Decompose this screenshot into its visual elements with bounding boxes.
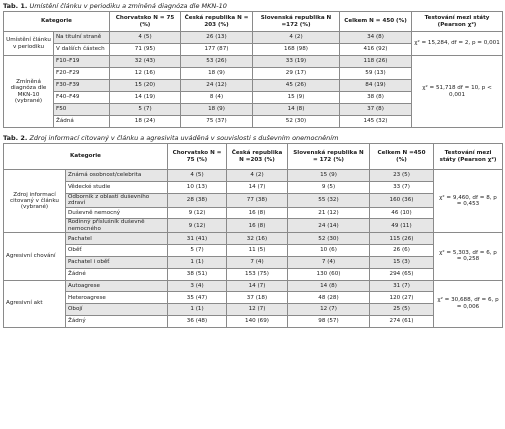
header-chorvatsko: Chorvatsko N = 75 (%) <box>110 12 181 32</box>
cell: 38 (51) <box>168 268 227 280</box>
cell: 3 (4) <box>168 280 227 292</box>
cell: 118 (26) <box>340 56 412 68</box>
header-slovenska: Slovenská republika N =172 (%) <box>253 12 340 32</box>
table-row <box>4 207 503 219</box>
cell: 75 (37) <box>181 116 253 128</box>
cell: 14 (8) <box>288 280 370 292</box>
cell: 98 (57) <box>288 315 370 327</box>
cell: 45 (26) <box>253 80 340 92</box>
table1 <box>3 11 503 128</box>
cell: 12 (7) <box>227 304 288 316</box>
cell: 26 (13) <box>181 32 253 44</box>
table1-caption-prefix: Tab. 1. <box>3 2 28 10</box>
subcategory: F30–F39 <box>54 80 110 92</box>
cell: 25 (5) <box>370 304 434 316</box>
cell: 153 (75) <box>227 268 288 280</box>
subcategory: Na titulní straně <box>54 32 110 44</box>
cell: 4 (2) <box>253 32 340 44</box>
subcategory: Známá osobnost/celebrita <box>66 170 168 182</box>
table-row <box>4 268 503 280</box>
subcategory: Odborník z oblasti duševního zdraví <box>66 193 168 207</box>
cell: 177 (87) <box>181 44 253 56</box>
cell: 28 (38) <box>168 193 227 207</box>
table1-header-row <box>4 12 503 32</box>
cell: 5 (7) <box>110 104 181 116</box>
table2-caption-title: Zdroj informací citovaný v článku a agresivita uváděná v souvislosti s duševním onemocněním <box>29 134 339 142</box>
header-kategorie: Kategorie <box>4 144 168 170</box>
cell: 130 (60) <box>288 268 370 280</box>
cell: 59 (13) <box>340 68 412 80</box>
subcategory: Vědecké studie <box>66 181 168 193</box>
cell: 24 (12) <box>181 80 253 92</box>
table-row <box>4 219 503 233</box>
cell: 4 (2) <box>227 170 288 182</box>
test-result: χ² = 5,303, df = 6, p = 0,258 <box>434 233 503 280</box>
category-label: Agresivní akt <box>4 280 66 327</box>
cell: 12 (7) <box>288 304 370 316</box>
subcategory: F50 <box>54 104 110 116</box>
table2 <box>3 143 503 328</box>
cell: 4 (5) <box>110 32 181 44</box>
cell: 5 (7) <box>168 245 227 257</box>
cell: 9 (12) <box>168 219 227 233</box>
cell: 4 (5) <box>168 170 227 182</box>
cell: 52 (30) <box>288 233 370 245</box>
subcategory: V dalších částech <box>54 44 110 56</box>
subcategory: Duševně nemocný <box>66 207 168 219</box>
cell: 31 (7) <box>370 280 434 292</box>
cell: 31 (41) <box>168 233 227 245</box>
test-result: χ² = 9,460, df = 8, p = 0,453 <box>434 170 503 233</box>
cell: 23 (5) <box>370 170 434 182</box>
cell: 55 (32) <box>288 193 370 207</box>
cell: 416 (92) <box>340 44 412 56</box>
subcategory: F20–F29 <box>54 68 110 80</box>
cell: 26 (6) <box>370 245 434 257</box>
header-celkem: Celkem N = 450 (%) <box>340 12 412 32</box>
table2-header-row <box>4 144 503 170</box>
cell: 10 (13) <box>168 181 227 193</box>
cell: 14 (8) <box>253 104 340 116</box>
test-result: χ² = 51,718 df = 10, p < 0,001 <box>412 56 503 128</box>
cell: 14 (19) <box>110 92 181 104</box>
cell: 33 (7) <box>370 181 434 193</box>
category-label: Umístění článku v periodiku <box>4 32 54 56</box>
cell: 11 (5) <box>227 245 288 257</box>
table1-caption <box>3 2 502 11</box>
cell: 145 (32) <box>340 116 412 128</box>
header-ceska: Česká republika N =203 (%) <box>227 144 288 170</box>
cell: 15 (9) <box>288 170 370 182</box>
cell: 1 (1) <box>168 304 227 316</box>
cell: 10 (6) <box>288 245 370 257</box>
table2-caption-prefix: Tab. 2. <box>3 134 28 142</box>
cell: 38 (8) <box>340 92 412 104</box>
test-result: χ² = 15,284, df = 2, p = 0,001 <box>412 32 503 56</box>
subcategory: Oběť <box>66 245 168 257</box>
cell: 160 (36) <box>370 193 434 207</box>
cell: 12 (16) <box>110 68 181 80</box>
table-row <box>4 193 503 207</box>
cell: 37 (8) <box>340 104 412 116</box>
table-row <box>4 280 503 292</box>
cell: 71 (95) <box>110 44 181 56</box>
test-result: χ² = 30,688, df = 6, p = 0,006 <box>434 280 503 327</box>
cell: 18 (9) <box>181 104 253 116</box>
subcategory: Heteroagrese <box>66 292 168 304</box>
cell: 18 (24) <box>110 116 181 128</box>
cell: 15 (20) <box>110 80 181 92</box>
cell: 84 (19) <box>340 80 412 92</box>
subcategory: Žádné <box>66 268 168 280</box>
table1-caption-title: Umístění článku v periodiku a zmíněná diagnóza dle MKN-10 <box>29 2 227 10</box>
category-label: Zmíněná diagnóza dle MKN-10 (vybrané) <box>4 56 54 128</box>
header-kategorie: Kategorie <box>4 12 110 32</box>
cell: 8 (4) <box>181 92 253 104</box>
cell: 34 (8) <box>340 32 412 44</box>
table-row <box>4 256 503 268</box>
cell: 274 (61) <box>370 315 434 327</box>
cell: 32 (43) <box>110 56 181 68</box>
table-row <box>4 32 503 44</box>
header-test: Testování mezi státy (Pearson χ²) <box>412 12 503 32</box>
subcategory: Autoagrese <box>66 280 168 292</box>
cell: 21 (12) <box>288 207 370 219</box>
cell: 7 (4) <box>227 256 288 268</box>
subcategory: Žádná <box>54 116 110 128</box>
cell: 52 (30) <box>253 116 340 128</box>
subcategory: F10–F19 <box>54 56 110 68</box>
cell: 32 (16) <box>227 233 288 245</box>
cell: 7 (4) <box>288 256 370 268</box>
table-row <box>4 233 503 245</box>
cell: 9 (5) <box>288 181 370 193</box>
cell: 140 (69) <box>227 315 288 327</box>
header-chorvatsko: Chorvatsko N = 75 (%) <box>168 144 227 170</box>
table-row <box>4 170 503 182</box>
cell: 1 (1) <box>168 256 227 268</box>
cell: 14 (7) <box>227 181 288 193</box>
table-row <box>4 181 503 193</box>
cell: 120 (27) <box>370 292 434 304</box>
category-label: Zdroj informací citovaný v článku (vybrané) <box>4 170 66 233</box>
cell: 53 (26) <box>181 56 253 68</box>
header-ceska: Česká republika N = 203 (%) <box>181 12 253 32</box>
subcategory: Pachatel <box>66 233 168 245</box>
table-row <box>4 245 503 257</box>
subcategory: Rodinný příslušník duševně nemocného <box>66 219 168 233</box>
cell: 18 (9) <box>181 68 253 80</box>
subcategory: Obojí <box>66 304 168 316</box>
cell: 49 (11) <box>370 219 434 233</box>
cell: 16 (8) <box>227 219 288 233</box>
cell: 168 (98) <box>253 44 340 56</box>
cell: 9 (12) <box>168 207 227 219</box>
cell: 35 (47) <box>168 292 227 304</box>
cell: 115 (26) <box>370 233 434 245</box>
table-row <box>4 292 503 304</box>
cell: 29 (17) <box>253 68 340 80</box>
header-celkem: Celkem N =450 (%) <box>370 144 434 170</box>
table2-caption <box>3 134 502 143</box>
category-label: Agresivní chování <box>4 233 66 280</box>
header-test: Testování mezi státy (Pearson χ²) <box>434 144 503 170</box>
cell: 24 (14) <box>288 219 370 233</box>
cell: 48 (28) <box>288 292 370 304</box>
cell: 15 (9) <box>253 92 340 104</box>
cell: 14 (7) <box>227 280 288 292</box>
cell: 16 (8) <box>227 207 288 219</box>
cell: 77 (38) <box>227 193 288 207</box>
cell: 33 (19) <box>253 56 340 68</box>
table-row <box>4 315 503 327</box>
subcategory: Pachatel i oběť <box>66 256 168 268</box>
cell: 37 (18) <box>227 292 288 304</box>
cell: 46 (10) <box>370 207 434 219</box>
subcategory: F40–F49 <box>54 92 110 104</box>
header-slovenska: Slovenská republika N = 172 (%) <box>288 144 370 170</box>
table-row <box>4 304 503 316</box>
cell: 15 (3) <box>370 256 434 268</box>
cell: 294 (65) <box>370 268 434 280</box>
subcategory: Žádný <box>66 315 168 327</box>
cell: 36 (48) <box>168 315 227 327</box>
table-row <box>4 56 503 68</box>
